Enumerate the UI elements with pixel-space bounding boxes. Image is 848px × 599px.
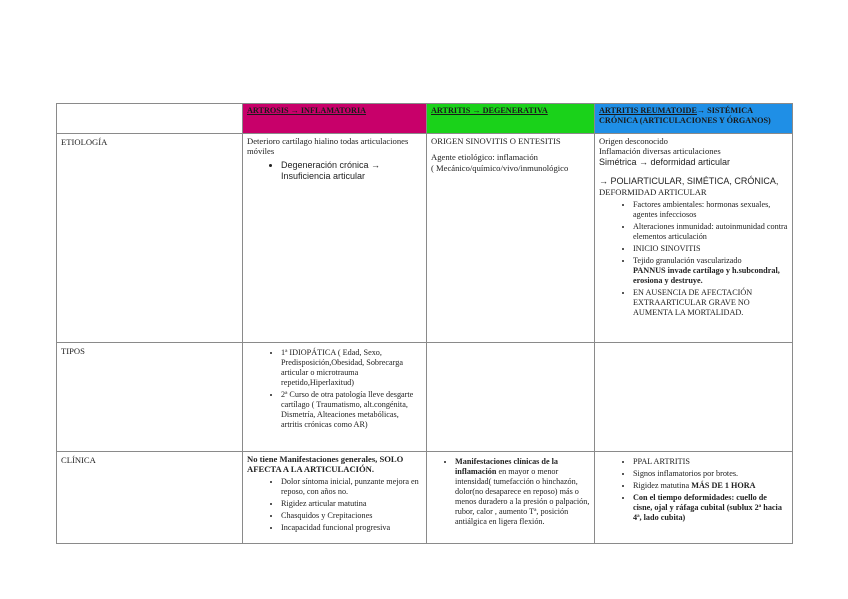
cell-etiologia-reuma: [595, 134, 793, 343]
list-item: • Factores ambientales: hormonas sexuales, agentes infecciosos: [633, 200, 788, 220]
cell-tipos-reuma: [595, 343, 793, 452]
cell-tipos-artritis: [427, 343, 595, 452]
row-clinica: [57, 452, 793, 544]
list-item: • Rigidez articular matutina: [281, 499, 422, 509]
list-item: • Rigidez matutina MÁS DE 1 HORA: [633, 481, 788, 491]
list-item: • Incapacidad funcional progresiva: [281, 523, 422, 533]
text: Inflamación diversas articulaciones: [599, 146, 721, 157]
list-item: • Signos inflamatorios por brotes.: [633, 469, 788, 479]
header-row: [57, 104, 793, 134]
list-item: • Degeneración crónica → Insuficiencia articular: [281, 160, 422, 182]
list-item: • EN AUSENCIA DE AFECTACIÓN EXTRAARTICULAR GRAVE NO AUMENTA LA MORTALIDAD.: [633, 288, 788, 318]
text: Deterioro cartílago hialino todas articulaciones móviles: [247, 136, 409, 157]
list-item: • Chasquidos y Crepitaciones: [281, 511, 422, 521]
cell-clinica-artritis: [427, 452, 595, 544]
text: Simétrica → deformidad articular: [599, 156, 731, 167]
text: Agente etiológico: inflamación: [431, 152, 538, 163]
text: ( Mecánico/químico/vivo/inmunológico: [431, 162, 569, 173]
list-item: • Alteraciones inmunidad: autoinmunidad contra elementos articulación: [633, 222, 788, 242]
cell-etiologia-artrosis: [243, 134, 427, 343]
text: → POLIARTICULAR, SIMÉTICA, CRÓNICA,: [599, 175, 779, 186]
cell-etiologia-artritis: [427, 134, 595, 343]
cell-tipos-artrosis: [243, 343, 427, 452]
clinica-title: No tiene Manifestaciones generales, SOLO AFECTA A LA ARTICULACIÓN.: [247, 454, 404, 475]
list-item: • PPAL ARTRITIS: [633, 457, 788, 467]
text: Origen desconocido: [599, 136, 668, 146]
text: ORIGEN SINOVITIS O ENTESITIS: [431, 136, 561, 146]
list-item: • 1ª IDIOPÁTICA ( Edad, Sexo, Predisposición,Obesidad, Sobrecarga articular o microtrauma repetido,Hiperlaxitud): [281, 348, 422, 388]
header-reuma: ARTRITIS REUMATOIDE→ SISTÉMICA CRÓNICA (ARTICULACIONES Y ÓRGANOS): [595, 104, 793, 134]
cell-clinica-artrosis: [243, 452, 427, 544]
header-empty-cell: [57, 104, 243, 134]
row-etiologia: [57, 134, 793, 343]
pannus-text: PANNUS invade cartílago y h.subcondral, erosiona y destruye.: [633, 266, 780, 286]
list-item: • INICIO SINOVITIS: [633, 244, 788, 254]
row-tipos: [57, 343, 793, 452]
list-item: • 2ª Curso de otra patología lleve desgarte cartílago ( Traumatismo, alt.congénita, Dismetría, Alteaciones metabólicas, artritis crónicas como AR): [281, 390, 422, 430]
list-item: • Con el tiempo deformidades: cuello de cisne, ojal y ráfaga cubital (sublux 2ª hacia 4ª, lado cubita): [633, 493, 788, 523]
header-artrosis: ARTROSIS → INFLAMATORIA: [243, 104, 427, 134]
text: DEFORMIDAD ARTICULAR: [599, 186, 707, 197]
list-item: • Tejido granulación vascularizado PANNUS invade cartílago y h.subcondral, erosiona y destruye.: [633, 256, 788, 286]
comparison-table: [56, 103, 793, 544]
row-label-clinica: CLÍNICA: [57, 452, 243, 544]
cell-clinica-reuma: [595, 452, 793, 544]
row-label-tipos: TIPOS: [57, 343, 243, 452]
list-item: • Dolor síntoma inicial, punzante mejora en reposo, con años no.: [281, 477, 422, 497]
row-label-etiologia: ETIOLOGÍA: [57, 134, 243, 343]
list-item: • Manifestaciones clínicas de la inflamación en mayor o menor intensidad( tumefacción o hinchazón, dolor(no desaparece en reposo) más o menos duradero a la presión o palpación, rubor, calor , aumento Tª, posición antiálgica en ligera flexión.: [455, 457, 590, 527]
header-artritis: ARTRITIS → DEGENERATIVA: [427, 104, 595, 134]
